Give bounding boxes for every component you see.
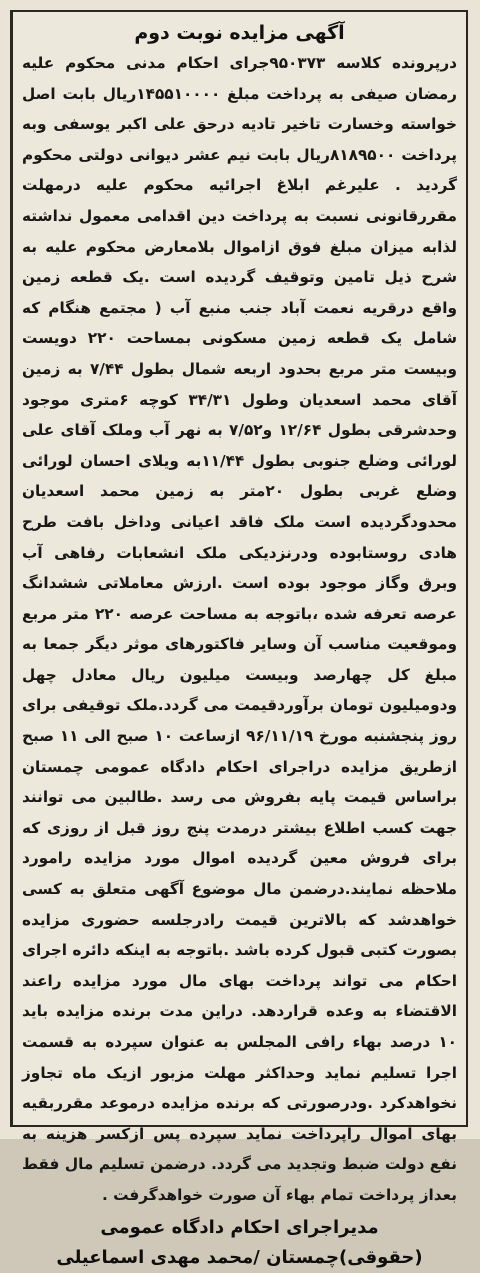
notice-title: آگهی مزایده نوبت دوم [134,22,345,44]
notice-frame [10,10,468,1268]
notice-signature: مدیراجرای احکام دادگاه عمومی (حقوقی)چمستان /محمد مهدی اسماعیلی [56,1216,423,1268]
notice-body: درپرونده کلاسه ۹۵۰۳۷۳جرای احکام مدنی محکوم علیه رمضان صیفی به پرداخت مبلغ ۱۴۵۵۱۰۰۰۰ریال بابت اصل خواسته وخسارت تاخیر تادیه درحق علی اکبر یوسفی وبه پرداخت ۸۱۸۹۵۰۰ریال بابت نیم عشر دیوانی دولتی محکوم گردید . علیرغم ابلاغ اجرائیه محکوم علیه درمهلت مقررقانونی نسبت به پرداخت دین اقدامی معمول نداشته لذابه میزان مبلغ فوق ازاموال بلامعارض محکوم علیه به شرح ذیل تامین وتوقیف گردیده است .یک قطعه زمین واقع درقریه نعمت آباد جنب منبع آب ( مجتمع هنگام که شامل یک قطعه زمین مسکونی بمساحت ۲۲۰ دویست وبیست متر مربع بحدود اربعه شمال بطول ۷/۴۴ به زمین آقای محمد اسعدیان وطول ۳۴/۳۱ کوچه ۶متری موجود وحدشرقی بطول ۱۲/۶۴ و۷/۵۲ به نهر آب وملک آقای علی لورائی وضلع جنوبی بطول ۱۱/۴۴به ویلای احسان لورائی وضلع غربی بطول ۲۰متر به زمین محمد اسعدیان محدودگردیده است ملک فاقد اعیانی وداخل بافت طرح هادی روستابوده ودرنزدیکی ملک انشعابات رفاهی آب وبرق وگاز موجود بوده است .ارزش معاملاتی ششدانگ عرصه تعرفه شده ،باتوجه به مساحت عرصه ۲۲۰ متر مربع وموقعیت مناسب آن وسایر فاکتورهای موثر دیگر جمعا به مبلغ کل چهارصد وبیست میلیون ریال معادل چهل ودومیلیون تومان برآوردقیمت می گردد.ملک توقیفی برای روز پنجشنبه مورخ ۹۶/۱۱/۱۹ ازساعت ۱۰ صبح الی ۱۱ صبح ازطریق مزایده دراجرای احکام دادگاه عمومی چمستان براساس قیمت پایه بفروش می رسد .طالبین می توانند جهت کسب اطلاع بیشتر درمدت پنج روز قبل از روزی که برای فروش معین گردیده اموال مورد مزایده رامورد ملاحظه نمایند.درضمن مال موضوع آگهی متعلق به کسی خواهدشد که بالاترین قیمت رادرجلسه حضوری مزایده بصورت کتبی قبول کرده باشد .باتوجه به اینکه دائره اجرای احکام می تواند پرداخت بهای مال مورد مزایده راعند الاقتضاء به وعده قراردهد. دراین مدت برنده مزایده باید ۱۰ درصد بهاء رافی المجلس به عنوان سپرده به قسمت اجرا تسلیم نماید وحداکثر مهلت مزبور ازیک ماه تجاوز نخواهدکرد .ودرصورتی که برنده مزایده درموعد مقرربقیه بهای اموال راپرداخت نماید سپرده پس ازکسر هزینه به نفع دولت ضبط وتجدید می گردد. درضمن تسلیم مال فقط بعداز پرداخت تمام بهاء آن صورت خواهدگرفت . [22,54,458,1204]
